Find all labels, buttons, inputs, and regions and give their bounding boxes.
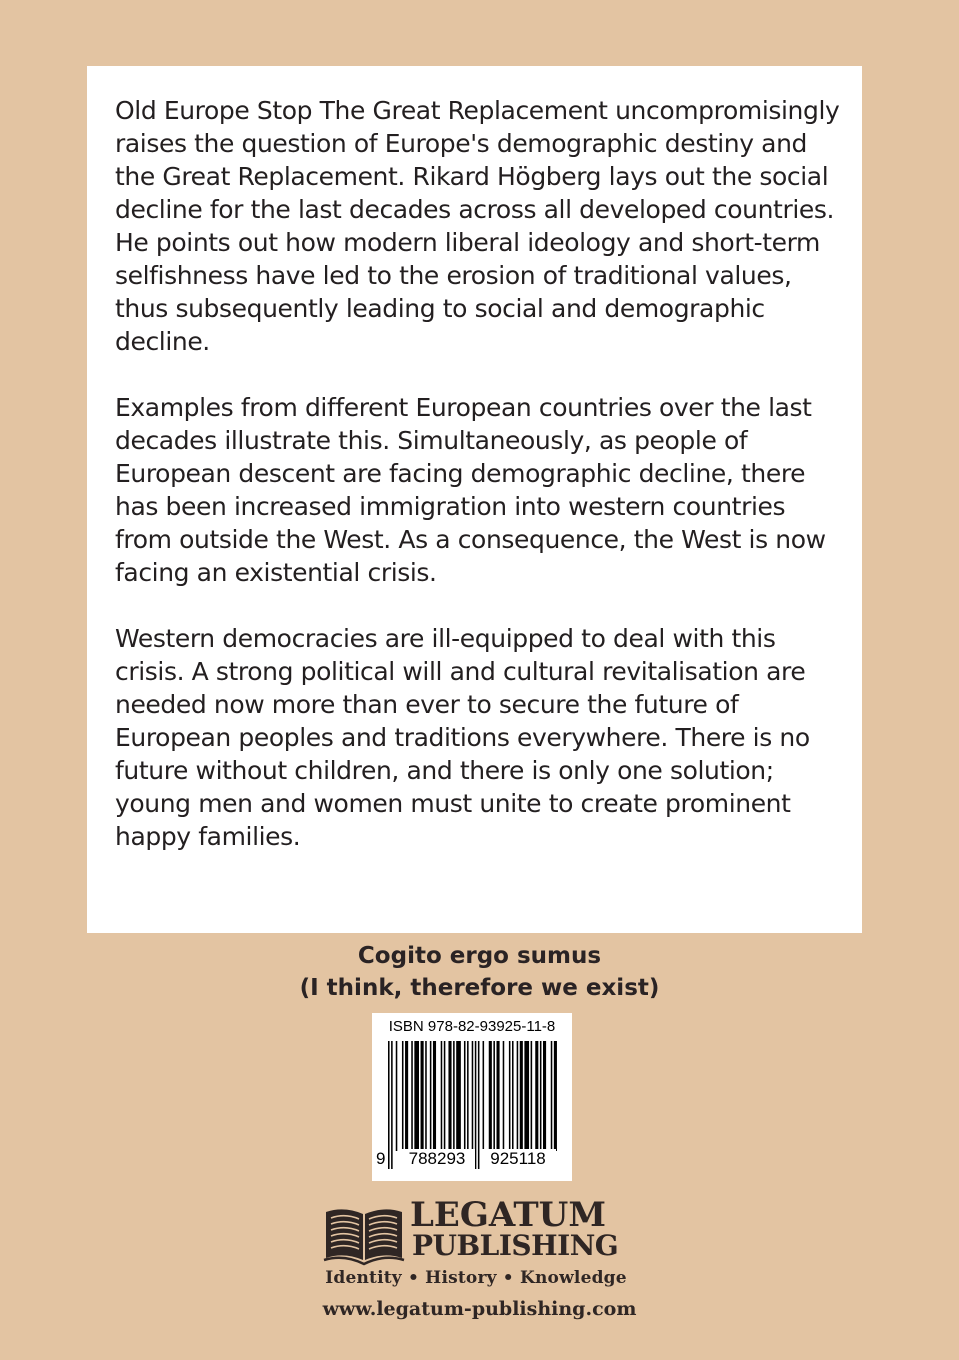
barcode-bar bbox=[464, 1041, 466, 1151]
barcode-bar bbox=[414, 1041, 419, 1151]
barcode-bar bbox=[483, 1041, 485, 1151]
motto-latin: Cogito ergo sumus bbox=[357, 943, 602, 969]
blurb-paragraph-3: Western democracies are ill-equipped to deal with this crisis. A strong political will and cultural revitalisation are needed now more than ever to secure the future of European peoples and traditions everywhere. There is no future without children, and there is only one solution; young men and women must unite to create prominent happy families. bbox=[115, 624, 810, 851]
barcode-bar bbox=[396, 1041, 398, 1151]
barcode-bar bbox=[388, 1041, 390, 1169]
barcode-bar bbox=[441, 1041, 443, 1151]
barcode-bar bbox=[497, 1041, 500, 1151]
motto bbox=[0, 940, 959, 1004]
isbn-digits-left: 788293 bbox=[399, 1149, 475, 1173]
barcode-bar bbox=[503, 1041, 505, 1151]
isbn-digits-right: 925118 bbox=[480, 1149, 556, 1173]
barcode-bar bbox=[448, 1041, 451, 1151]
publisher-name-line1: LEGATUM bbox=[410, 1195, 606, 1235]
publisher-tagline: Identity • History • Knowledge bbox=[325, 1268, 627, 1288]
barcode-bar bbox=[493, 1041, 495, 1151]
barcode-bar bbox=[405, 1041, 408, 1151]
barcode-bar bbox=[520, 1041, 523, 1151]
barcode-bar bbox=[453, 1041, 455, 1151]
barcode-bar bbox=[489, 1041, 492, 1151]
barcode-bar bbox=[411, 1041, 413, 1151]
barcode-bar bbox=[535, 1041, 538, 1151]
barcode-bar bbox=[551, 1041, 553, 1151]
barcode-bar bbox=[472, 1041, 474, 1151]
barcode-bar bbox=[554, 1041, 557, 1151]
barcode-bar bbox=[456, 1041, 461, 1151]
barcode-bar bbox=[524, 1041, 529, 1151]
publisher-name-line2: PUBLISHING bbox=[412, 1229, 619, 1262]
blurb-paragraph-2: Examples from different European countries over the last decades illustrate this. Simultaneously, as people of European descent are facing demographic decline, there has been increased immigration into western countries from outside the West. As a consequence, the West is now facing an existential crisis. bbox=[115, 393, 826, 587]
barcode-bar bbox=[543, 1041, 546, 1151]
barcode-bar bbox=[391, 1041, 393, 1169]
open-book-icon bbox=[322, 1204, 406, 1266]
barcode-bar bbox=[517, 1041, 519, 1151]
barcode-bar bbox=[509, 1041, 511, 1151]
barcode-bar bbox=[475, 1041, 477, 1169]
blurb-panel bbox=[87, 66, 862, 933]
blurb-text bbox=[115, 94, 845, 886]
barcode-bar bbox=[430, 1041, 432, 1151]
barcode-bar bbox=[444, 1041, 446, 1151]
barcode-bar bbox=[433, 1041, 436, 1151]
barcode-bar bbox=[421, 1041, 424, 1151]
barcode-bar bbox=[425, 1041, 427, 1151]
blurb-paragraph-1: Old Europe Stop The Great Replacement uncompromisingly raises the question of Europe's demographic destiny and the Great Replacement. Rikard Högberg lays out the social decline for the last decades across all developed countries. He points out how modern liberal ideology and short-term selfishness have led to the erosion of traditional values, thus subsequently leading to social and demographic decline. bbox=[115, 96, 840, 356]
barcode bbox=[372, 1013, 572, 1181]
barcode-bar bbox=[531, 1041, 533, 1151]
barcode-bar bbox=[402, 1041, 404, 1151]
isbn-label: ISBN 978-82-93925-11-8 bbox=[388, 1018, 556, 1035]
isbn-digit-lead: 9 bbox=[376, 1149, 385, 1173]
barcode-bar bbox=[512, 1041, 514, 1151]
barcode-bar bbox=[467, 1041, 469, 1151]
publisher-website: www.legatum-publishing.com bbox=[322, 1298, 637, 1320]
barcode-bar bbox=[540, 1041, 542, 1151]
motto-translation: (I think, therefore we exist) bbox=[299, 975, 660, 1001]
